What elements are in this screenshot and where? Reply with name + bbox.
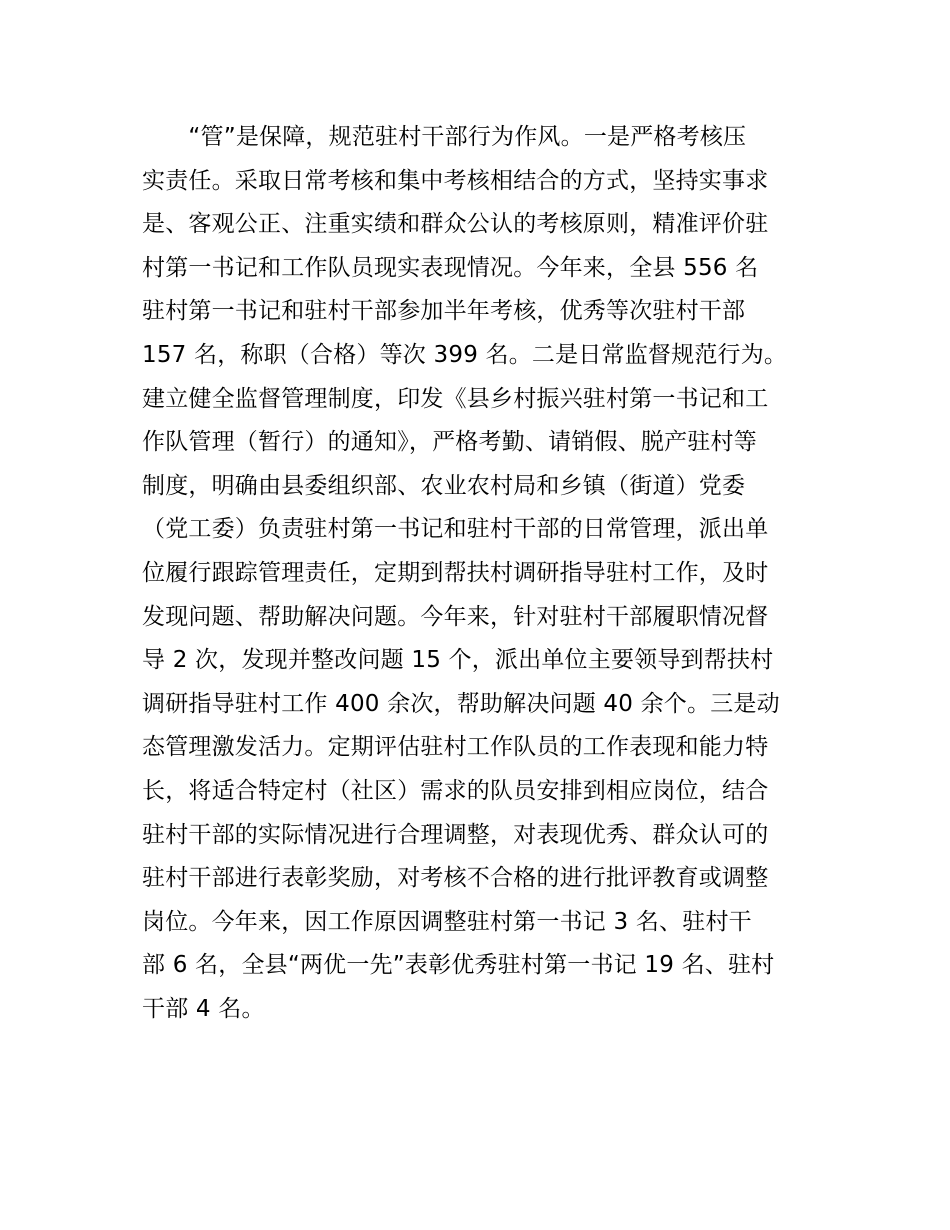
paragraph-line-2: 实责任。采取日常考核和集中考核相结合的方式，坚持实事求	[142, 167, 769, 194]
paragraph-line-16: 长，将适合特定村（社区）需求的队员安排到相应岗位，结合	[142, 777, 769, 804]
paragraph-line-6: 157 名，称职（合格）等次 399 名。二是日常监督规范行为。	[142, 341, 788, 368]
paragraph-line-15: 态管理激发活力。定期评估驻村工作队员的工作表现和能力特	[142, 734, 769, 761]
paragraph-line-7: 建立健全监督管理制度，印发《县乡村振兴驻村第一书记和工	[142, 385, 769, 412]
paragraph-line-3: 是、客观公正、注重实绩和群众公认的考核原则，精准评价驻	[142, 211, 769, 238]
paragraph-line-21: 干部 4 名。	[142, 995, 265, 1022]
paragraph-line-4: 村第一书记和工作队员现实表现情况。今年来，全县 556 名	[142, 254, 759, 281]
paragraph-line-8: 作队管理（暂行）的通知》，严格考勤、请销假、脱产驻村等	[142, 429, 757, 456]
paragraph-line-12: 发现问题、帮助解决问题。今年来，针对驻村干部履职情况督	[142, 603, 769, 630]
paragraph-line-20: 部 6 名，全县“两优一先”表彰优秀驻村第一书记 19 名、驻村	[142, 952, 775, 979]
paragraph-line-10: （党工委）负责驻村第一书记和驻村干部的日常管理，派出单	[142, 516, 769, 543]
body-paragraph	[142, 116, 832, 1031]
paragraph-line-5: 驻村第一书记和驻村干部参加半年考核，优秀等次驻村干部	[142, 298, 746, 325]
paragraph-line-18: 驻村干部进行表彰奖励，对考核不合格的进行批评教育或调整	[142, 865, 769, 892]
paragraph-line-1: “管”是保障，规范驻村干部行为作风。一是严格考核压	[142, 124, 747, 150]
paragraph-line-13: 导 2 次，发现并整改问题 15 个，派出单位主要领导到帮扶村	[142, 647, 774, 674]
paragraph-line-17: 驻村干部的实际情况进行合理调整，对表现优秀、群众认可的	[142, 821, 769, 848]
paragraph-line-19: 岗位。今年来，因工作原因调整驻村第一书记 3 名、驻村干	[142, 908, 752, 935]
paragraph-line-14: 调研指导驻村工作 400 余次，帮助解决问题 40 余个。三是动	[142, 690, 780, 717]
paragraph-line-11: 位履行跟踪管理责任，定期到帮扶村调研指导驻村工作，及时	[142, 559, 769, 586]
paragraph-line-9: 制度，明确由县委组织部、农业农村局和乡镇（街道）党委	[142, 472, 746, 499]
